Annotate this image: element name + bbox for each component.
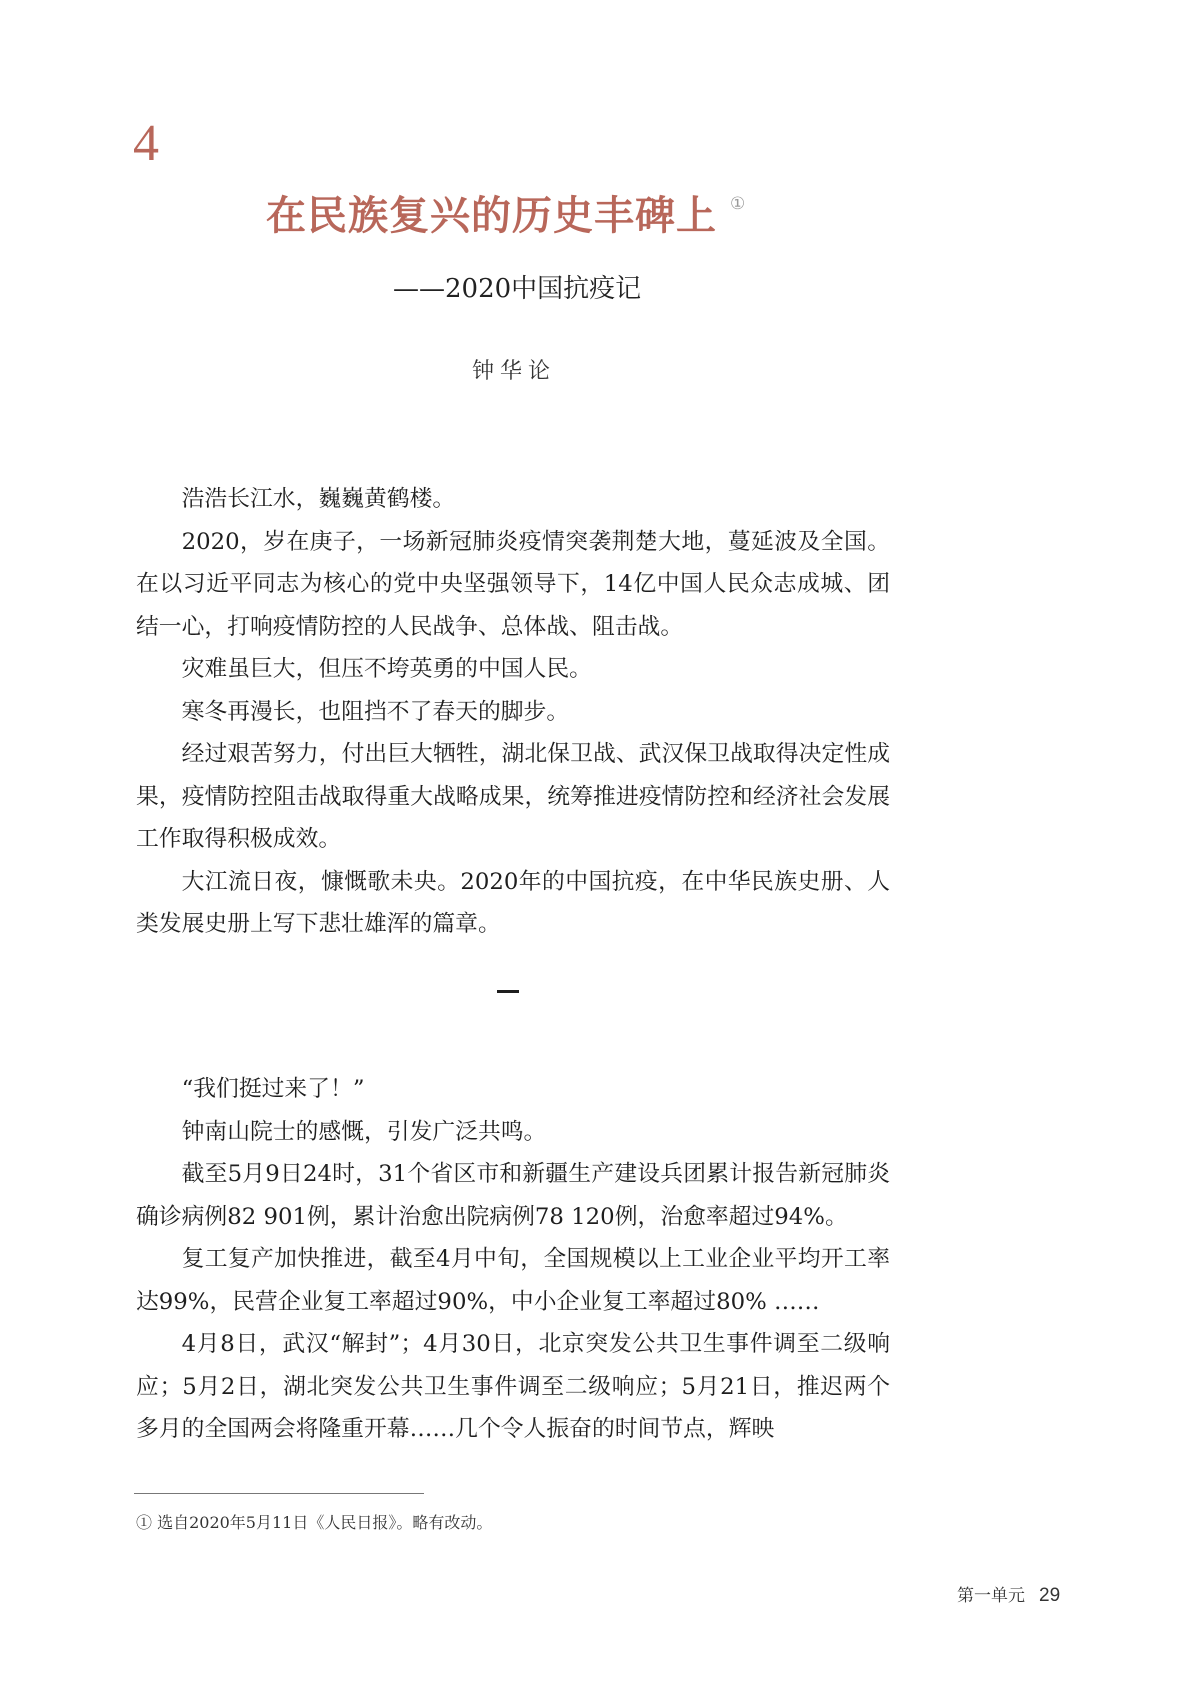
paragraph: 钟南山院士的感慨，引发广泛共鸣。 [181,1118,547,1145]
paragraph: 截至5月9日24时，31个省区市和新疆生产建设兵团累计报告新冠肺炎确诊病例82 901例，累计治愈出院病例78 120例，治愈率超过94%。 [136,1161,890,1230]
page-footer [957,1586,1060,1605]
paragraph: 浩浩长江水，巍巍黄鹤楼。 [181,486,456,512]
intro-section [136,478,890,946]
paragraph: 4月8日，武汉“解封”；4月30日，北京突发公共卫生事件调至二级响应；5月2日，湖北突发公共卫生事件调至二级响应；5月21日，推迟两个多月的全国两会将隆重开幕……几个令人振奋的时间节点，辉映 [136,1331,890,1442]
article-subtitle: ——2020中国抗疫记 [393,274,642,304]
paragraph: 寒冬再漫长，也阻挡不了春天的脚步。 [181,698,570,725]
section-marker-one [497,990,519,993]
footnote: ① 选自2020年5月11日《人民日报》。略有改动。 [136,1513,493,1532]
paragraph: “我们挺过来了！” [181,1076,365,1102]
paragraph: 灾难虽巨大，但压不垮英勇的中国人民。 [181,656,592,682]
footnote-divider [134,1493,424,1494]
article-title: 在民族复兴的历史丰碑上 [266,192,717,239]
lesson-number: 4 [133,115,159,172]
author-name: 钟华论 [472,359,557,384]
paragraph: 经过艰苦努力，付出巨大牺牲，湖北保卫战、武汉保卫战取得决定性成果，疫情防控阻击战取得重大战略成果，统筹推进疫情防控和经济社会发展工作取得积极成效。 [136,741,890,852]
paragraph: 2020，岁在庚子，一场新冠肺炎疫情突袭荆楚大地，蔓延波及全国。在以习近平同志为核心的党中央坚强领导下，14亿中国人民众志成城、团结一心，打响疫情防控的人民战争、总体战、阻击战。 [136,528,890,640]
paragraph: 复工复产加快推进，截至4月中旬，全国规模以上工业企业平均开工率达99%，民营企业复工率超过90%，中小企业复工率超过80% …… [136,1246,890,1315]
paragraph: 大江流日夜，慷慨歌未央。2020年的中国抗疫，在中华民族史册、人类发展史册上写下悲壮雄浑的篇章。 [136,868,890,937]
page-number: 29 [1039,1585,1061,1606]
section-one-body [136,1068,890,1451]
title-footnote-mark: ① [730,194,746,214]
unit-label: 第一单元 [957,1586,1025,1606]
